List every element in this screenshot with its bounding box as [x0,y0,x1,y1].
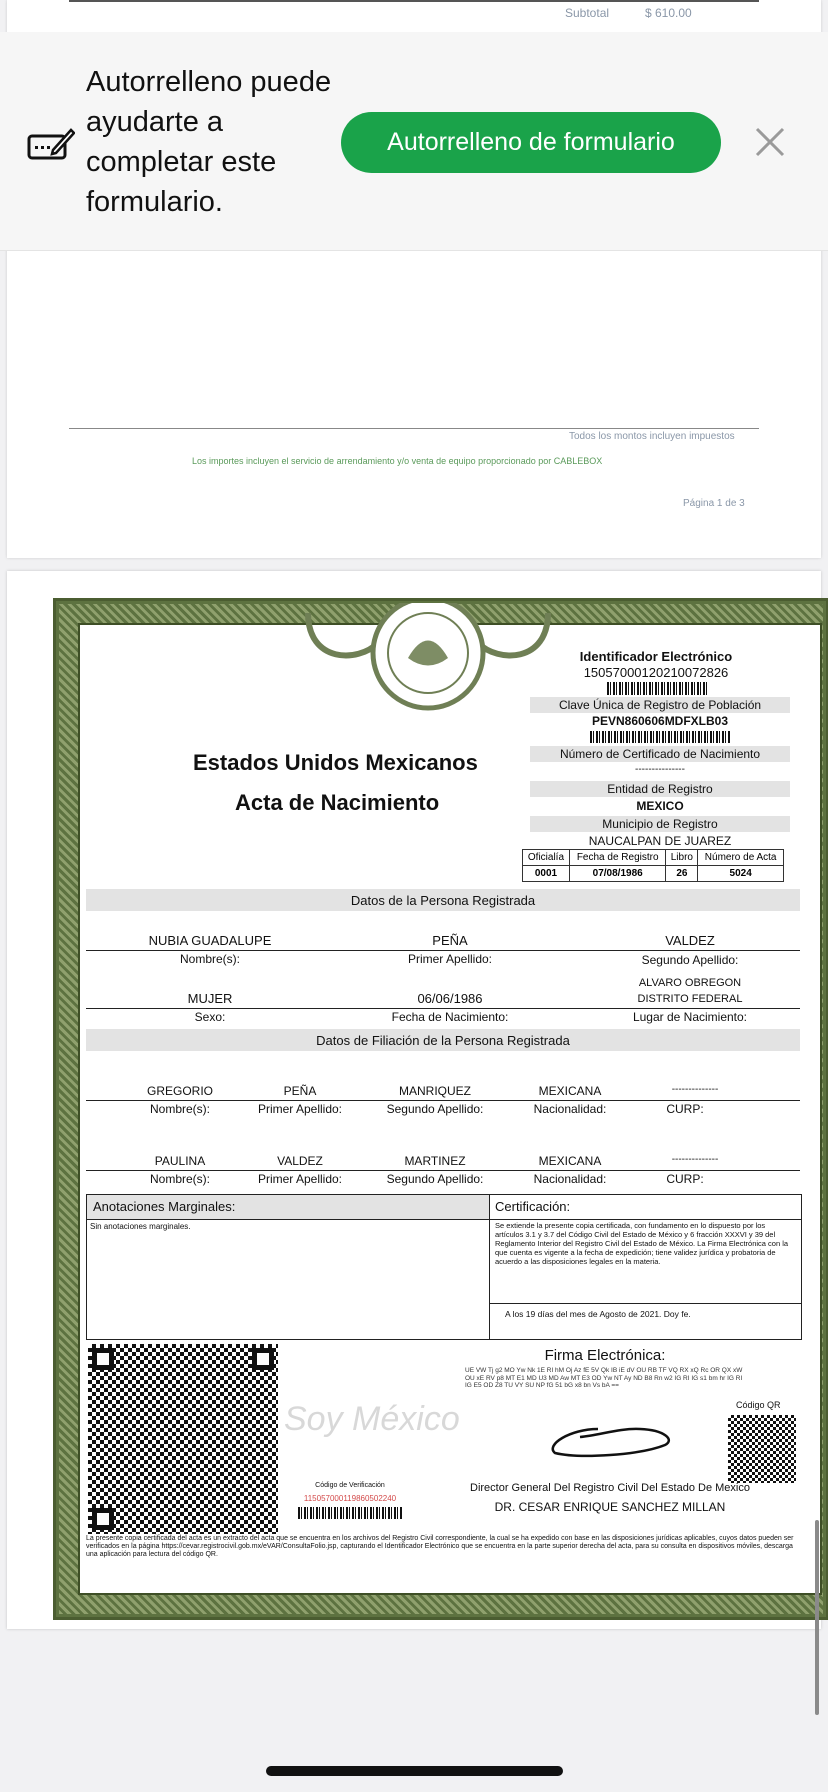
person-birthplace-label: Lugar de Nacimiento: [632,1010,748,1024]
coat-of-arms-seal [298,603,558,713]
certification-date: A los 19 días del mes de Agosto de 2021. Doy fe. [505,1309,691,1319]
verification-code-label: Código de Verificación [315,1482,385,1489]
person-first-surname: PEÑA [432,933,468,948]
scrollbar[interactable] [815,1520,819,1715]
reg-value-fecha: 07/08/1986 [569,866,666,882]
registry-table [522,849,784,882]
table-rule [69,0,759,2]
municipality-label: Municipio de Registro [602,817,718,831]
curp-label: Clave Única de Registro de Población [558,698,762,712]
birthplace-line1: ALVARO OBREGON [638,977,742,989]
reg-value-acta: 5024 [698,866,784,882]
parent1-second-surname: MANRIQUEZ [399,1084,471,1098]
parent1-first-surname: PEÑA [283,1084,317,1098]
birth-cert-number-value: --------------- [635,764,685,775]
person-sex-label: Sexo: [194,1010,226,1024]
parent1-curp-label: CURP: [666,1102,704,1116]
autofill-message: Autorrelleno puede ayudarte a completar este formulario. [86,66,332,218]
footer-rule [69,428,759,429]
subtotal-label: Subtotal [565,6,610,20]
parent2-curp: -------------- [671,1154,719,1165]
person-dob-label: Fecha de Nacimiento: [391,1010,509,1024]
certificate-body [78,623,822,1595]
parent1-nationality: MEXICANA [538,1084,602,1098]
pdf-page-birth-certificate [7,571,821,1629]
header-document-type: Acta de Nacimiento [235,790,440,815]
birth-cert-number-label: Número de Certificado de Nacimiento [559,747,761,761]
director-title: Director General Del Registro Civil Del Estado De Mexico [470,1482,750,1494]
close-icon[interactable] [754,124,786,160]
id-barcode [607,682,707,695]
electronic-id-label: Identificador Electrónico [579,649,733,664]
parent2-curp-label: CURP: [666,1172,704,1186]
section-parents-title: Datos de Filiación de la Persona Registrada [316,1033,570,1048]
qr-code-small [728,1415,796,1483]
annotations-text: Sin anotaciones marginales. [90,1222,191,1231]
signature-hash: UE VW Tj g2 MO Yw Nk 1E RI hM Oj Az fE 5V Qk IB iE dV OU RB TF VQ RX xQ Rc OR QX xW OU xE RV p8 MT E1 MD U3 MD Aw MT E3 OD Yw NT Ay ND B8 Rn w2 IG RI IG s1 bm hr IG RI IG E5 OD Z8 TU VY SU NP fG 51 bG x8 bn Vs bA == [465,1367,743,1389]
certificate-frame [53,598,828,1620]
person-first-surname-label: Primer Apellido: [407,952,493,966]
certification-text: Se extiende la presente copia certificada, con fundamento en lo dispuesto por los artículos 3.1 y 3.7 del Código Civil del Estado de México y 6 fracción XXXVI y 39 del Reglamento Interior del Registro Civil del Estado de México. La Firma Electrónica con la que cuenta es vigente a la fecha de expedición; tiene validez jurídica y probatoria de acuerdo a las disposiciones legales en la materia. [495,1221,789,1266]
handwritten-signature [540,1415,690,1465]
birthplace-line2: DISTRITO FEDERAL [637,993,743,1005]
registry-entity-label: Entidad de Registro [607,782,713,796]
reg-header-oficialia: Oficialía [523,850,570,866]
person-name: NUBIA GUADALUPE [148,933,272,948]
annotations-certification-box [86,1194,802,1340]
parent2-nationality-label: Nacionalidad: [533,1172,607,1186]
parent1-nationality-label: Nacionalidad: [533,1102,607,1116]
reg-header-acta: Número de Acta [698,850,784,866]
reg-header-fecha: Fecha de Registro [569,850,666,866]
curp-barcode [590,731,730,743]
qr-label: Código QR [736,1400,781,1410]
page-number: Página 1 de 3 [683,498,745,509]
annotations-label: Anotaciones Marginales: [93,1199,236,1214]
parent2-nationality: MEXICANA [538,1154,602,1168]
header-country: Estados Unidos Mexicanos [193,750,478,775]
soy-mexico-watermark: Soy México [284,1400,460,1438]
electronic-signature-label: Firma Electrónica: [544,1347,666,1364]
parent2-second-surname-label: Segundo Apellido: [386,1172,484,1186]
autofill-banner [0,32,828,251]
curp-value: PEVN860606MDFXLB03 [591,714,729,728]
person-second-surname: VALDEZ [665,933,715,948]
certification-label: Certificación: [495,1199,571,1214]
section-person-title: Datos de la Persona Registrada [350,893,536,908]
home-indicator[interactable] [266,1766,563,1776]
parent2-name-label: Nombre(s): [149,1172,210,1186]
parent2-first-surname-label: Primer Apellido: [257,1172,343,1186]
person-sex: MUJER [187,991,233,1006]
person-name-label: Nombre(s): [179,952,240,966]
verification-barcode [298,1507,403,1519]
electronic-id-value: 15057000120210072826 [583,665,729,680]
lease-note: Los importes incluyen el servicio de arrendamiento y/o venta de equipo proporcionado por CABLEBOX [192,456,603,466]
person-second-surname-label: Segundo Apellido: [641,953,739,967]
form-edit-icon [27,124,75,164]
person-dob: 06/06/1986 [417,991,483,1006]
parent2-first-surname: VALDEZ [277,1154,323,1168]
municipality-value: NAUCALPAN DE JUAREZ [588,834,732,848]
parent1-second-surname-label: Segundo Apellido: [386,1102,484,1116]
taxes-note: Todos los montos incluyen impuestos [569,431,735,442]
qr-code-large [88,1344,278,1534]
parent2-second-surname: MARTINEZ [404,1154,466,1168]
footer-note: La presente copia certificada del acta es un extracto del acta que se encuentra en los archivos del Registro Civil correspondiente, la cual se ha expedido con base en las disposiciones jurídicas aplicables, cuyos datos pueden ser verificados en la página https://cevar.registrocivil.gob.mx/eVAR/ConsultaFolio.jsp, capturando el Identificador Electrónico que se encuentra en la parte superior derecha del acta, para su consulta en dispositivos móviles, descarga una aplicación para lectura del código QR. [86,1535,794,1558]
parent1-name-label: Nombre(s): [149,1102,210,1116]
verification-code-value: 115057000119860502240 [303,1494,397,1503]
subtotal-value: $ 610.00 [645,6,692,20]
reg-value-oficialia: 0001 [523,866,570,882]
autofill-form-button[interactable]: Autorrelleno de formulario [341,112,721,173]
parent1-name: GREGORIO [146,1084,213,1098]
registry-entity-value: MEXICO [636,799,684,813]
reg-value-libro: 26 [666,866,698,882]
director-name: DR. CESAR ENRIQUE SANCHEZ MILLAN [494,1500,726,1514]
parent2-name: PAULINA [154,1154,206,1168]
parent1-first-surname-label: Primer Apellido: [257,1102,343,1116]
reg-header-libro: Libro [666,850,698,866]
parent1-curp: -------------- [671,1084,719,1095]
